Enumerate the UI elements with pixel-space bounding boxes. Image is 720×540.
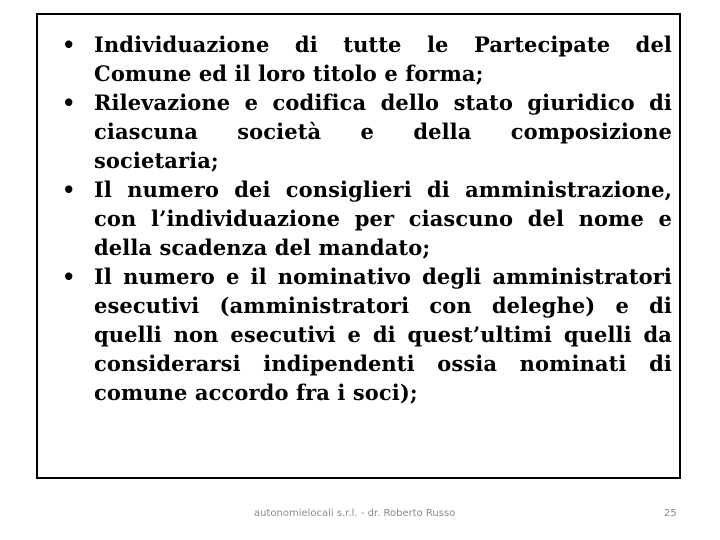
footer-author: autonomielocali s.r.l. - dr. Roberto Russo xyxy=(254,508,456,519)
bullet-text: Il numero dei consiglieri di amministrazione, con l’individuazione per ciascuno del nome e della scadenza del mandato; xyxy=(94,177,672,260)
list-item xyxy=(62,30,672,88)
bullet-icon: • xyxy=(62,264,76,289)
content-box xyxy=(36,13,681,479)
bullet-text: Rilevazione e codifica dello stato giuridico di ciascuna società e della composizione societaria; xyxy=(94,90,672,173)
bullet-icon: • xyxy=(62,177,76,202)
page-number: 25 xyxy=(664,508,677,519)
list-item xyxy=(62,88,672,175)
list-item xyxy=(62,262,672,407)
bullet-text: Il numero e il nominativo degli amministratori esecutivi (amministratori con deleghe) e di quelli non esecutivi e di quest’ultimi quelli da considerarsi indipendenti ossia nominati di comune accordo fra i soci); xyxy=(94,264,672,405)
bullet-icon: • xyxy=(62,90,76,115)
bullet-list xyxy=(62,30,672,407)
bullet-icon: • xyxy=(62,32,76,57)
bullet-text: Individuazione di tutte le Partecipate del Comune ed il loro titolo e forma; xyxy=(94,32,672,86)
list-item xyxy=(62,175,672,262)
